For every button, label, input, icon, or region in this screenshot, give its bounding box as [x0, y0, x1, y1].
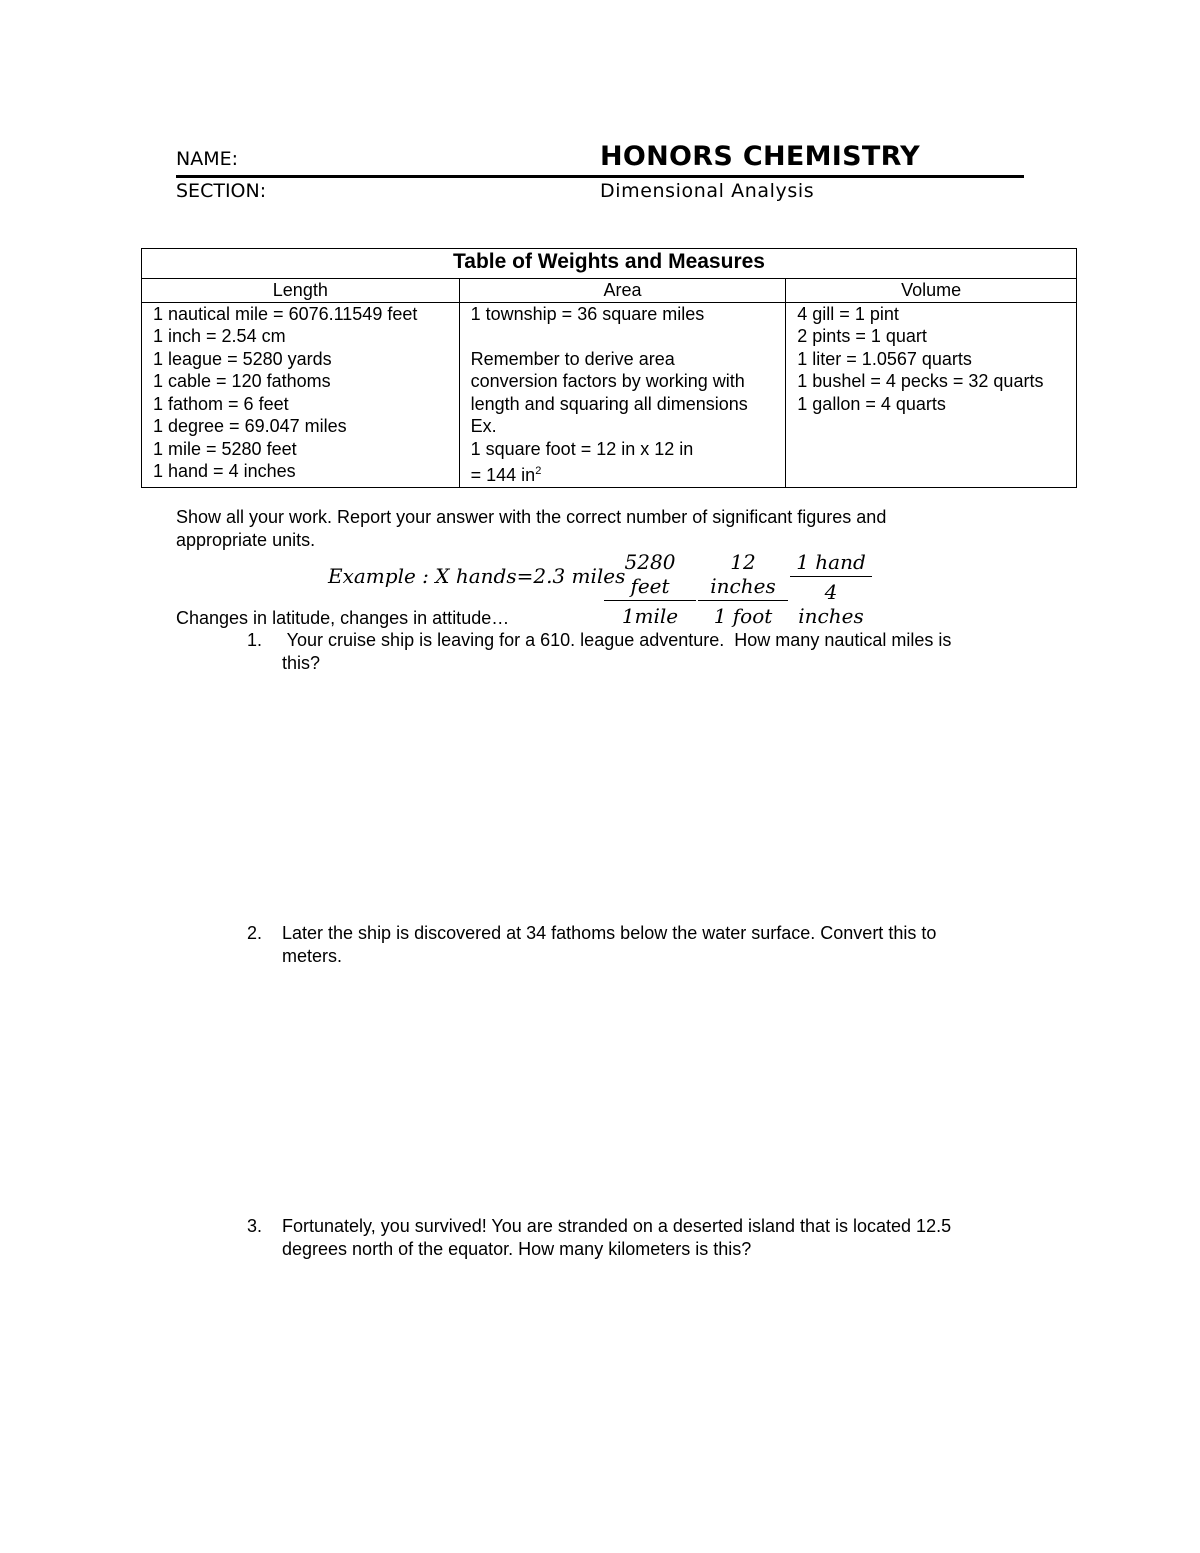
fraction-numerator: 5280 feet — [624, 550, 676, 598]
length-item: 1 cable = 120 fathoms — [153, 371, 331, 391]
superscript: 2 — [535, 465, 542, 477]
question-text: Your cruise ship is leaving for a 610. league adventure. How many nautical miles is — [282, 630, 952, 650]
volume-item: 1 bushel = 4 pecks = 32 quarts — [797, 371, 1044, 391]
column-header-volume: Volume — [786, 279, 1077, 303]
question-text-continued: meters. — [282, 946, 343, 966]
length-item: 1 nautical mile = 6076.11549 feet — [153, 303, 418, 324]
fraction-denominator: 1mile — [621, 604, 679, 628]
question-text: Later the ship is discovered at 34 fathoms below the water surface. Convert this to — [282, 923, 937, 943]
column-header-area: Area — [459, 279, 786, 303]
length-item: 1 inch = 2.54 cm — [153, 326, 286, 346]
question-text-continued: degrees north of the equator. How many kilometers is this? — [282, 1239, 752, 1259]
fraction-numerator: 1 hand — [796, 550, 866, 574]
instructions-line-1: Show all your work. Report your answer with the correct number of significant figures and — [176, 507, 887, 527]
area-item: length and squaring all dimensions — [470, 393, 748, 414]
fraction-denominator: 1 foot — [713, 604, 773, 628]
area-item: conversion factors by working with — [470, 371, 745, 391]
example-fraction-1 — [604, 550, 696, 628]
course-title: HONORS CHEMISTRY — [600, 141, 921, 172]
length-item: 1 mile = 5280 feet — [153, 438, 297, 459]
area-item: Remember to derive area — [470, 348, 675, 369]
fraction-numerator: 12 inches — [710, 550, 776, 598]
area-item: 1 square foot = 12 in x 12 in — [470, 438, 694, 459]
course-subtitle: Dimensional Analysis — [600, 180, 815, 202]
length-item: 1 hand = 4 inches — [153, 461, 296, 481]
volume-item: 2 pints = 1 quart — [797, 326, 927, 346]
section-label: SECTION: — [176, 180, 267, 202]
area-item-squared — [471, 460, 786, 487]
question-number: 2. — [247, 923, 263, 943]
length-item: 1 degree = 69.047 miles — [153, 416, 347, 436]
question-number: 3. — [247, 1216, 263, 1236]
volume-cell — [786, 302, 1077, 487]
instructions-line-2: appropriate units. — [176, 530, 316, 550]
volume-item: 1 liter = 1.0567 quarts — [797, 348, 972, 369]
question-text-continued: this? — [282, 653, 321, 673]
area-item-blank — [471, 325, 786, 348]
example-fraction-2 — [698, 550, 788, 628]
volume-item: 4 gill = 1 pint — [797, 303, 899, 324]
length-item: 1 fathom = 6 feet — [153, 393, 289, 414]
weights-measures-table — [141, 248, 1077, 488]
fraction-denominator: 4 inches — [798, 580, 864, 628]
question-number: 1. — [247, 630, 263, 650]
length-cell — [142, 302, 460, 487]
area-item: 1 township = 36 square miles — [470, 303, 705, 324]
header-rule — [176, 175, 1024, 178]
question-text: Fortunately, you survived! You are stranded on a deserted island that is located 12.5 — [282, 1216, 952, 1236]
example-fraction-3 — [790, 550, 872, 628]
name-label: NAME: — [176, 148, 239, 170]
section-intro: Changes in latitude, changes in attitude… — [176, 608, 510, 628]
area-item: Ex. — [470, 416, 497, 436]
table-title: Table of Weights and Measures — [142, 249, 1077, 279]
column-header-length: Length — [142, 279, 460, 303]
area-item-text: = 144 in — [470, 465, 536, 485]
area-cell — [459, 302, 786, 487]
example-lhs: Example : X hands=2.3 miles — [328, 564, 626, 588]
length-item: 1 league = 5280 yards — [153, 348, 332, 369]
volume-item: 1 gallon = 4 quarts — [797, 393, 946, 414]
